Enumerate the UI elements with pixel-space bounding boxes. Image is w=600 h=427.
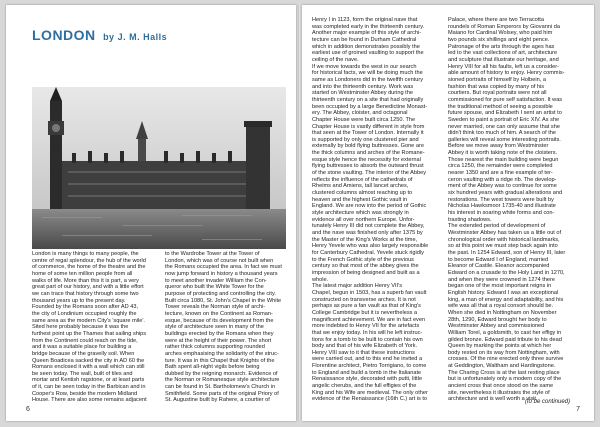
- text-line: and when they were crowned in 1274 there: [448, 276, 555, 283]
- text-line: purpose of protecting and controlling the city.: [165, 290, 276, 297]
- text-line: restorations. The west towers were built by: [448, 196, 554, 203]
- page-number-right: 7: [576, 406, 580, 413]
- text-line: century so that most of the abbey gives the: [312, 263, 419, 270]
- text-line: magnificent achievement. We are in fact even: [312, 316, 426, 323]
- text-line: the thick columns and arches of the Romane-: [312, 150, 425, 157]
- text-line: fashion that was copied by many of his: [448, 83, 545, 90]
- text-line: now jump forward in history a thousand years: [165, 270, 278, 277]
- text-line: to become Edward I of England, married: [448, 256, 549, 263]
- text-line: constructed on transverse arches. It is not: [312, 296, 416, 303]
- text-line: externally by bold flying buttresses. Gone are: [312, 143, 424, 150]
- text-line: College Cambridge but it is nevertheless a: [312, 309, 418, 316]
- text-line: for historical facts, we will be doing much the: [312, 70, 423, 77]
- text-line: rather thick columns supporting rounded: [165, 344, 265, 351]
- text-line: Queen Boadicea sacked the city in AD 60 the: [32, 357, 145, 364]
- text-line: so at this point we must step back again into: [448, 243, 558, 250]
- text-line: ancient cross that once stood on the same: [448, 383, 554, 390]
- text-line: Eleanor of Castile. Eleanor accompanied: [448, 263, 550, 270]
- article-title: [32, 27, 167, 43]
- text-line: Maiano for Cardinal Wolsey, who paid him: [448, 30, 553, 37]
- text-line: which in addition demonstrates possibly the: [312, 43, 420, 50]
- text-line: were carried out, and to this end he invited a: [312, 356, 423, 363]
- photo-houses-of-parliament: [32, 87, 286, 249]
- text-line: of the stone vaulting. The interior of the Abbey: [312, 170, 427, 177]
- text-line: and it was a suitable place for building a: [32, 344, 132, 351]
- text-line: chronological order with historical landmarks,: [448, 236, 560, 243]
- text-line: House. There are also some remains adjacent: [32, 397, 147, 404]
- text-line: arches emphasising the solidarity of the struc-: [165, 350, 279, 357]
- text-line: nearer 1350 and are a fine example of ter-: [448, 170, 553, 177]
- text-line: Romans enclosed it with a wall which can still: [32, 364, 145, 371]
- text-line: clustered columns almost reaching up to: [312, 190, 413, 197]
- text-line: never married, one can only assume that she: [448, 123, 560, 130]
- text-line: be seen today. The wall, built of tiles and: [32, 370, 133, 377]
- text-line: St. Augustine built by Rahere, a courtier of: [165, 397, 270, 404]
- text-line: tions for a tomb to be built to contain his own: [312, 336, 423, 343]
- text-line: thousand years up to the present day.: [32, 297, 126, 304]
- text-line: the Norman or Romanesque style architecture: [165, 377, 280, 384]
- text-line: esque, because of its development from the: [165, 317, 274, 324]
- text-line: to meet another invader William the Con-: [165, 277, 267, 284]
- right-page: [302, 5, 594, 421]
- left-page: [6, 5, 296, 421]
- text-line: his interest in soaring white forms and con-: [448, 210, 555, 217]
- text-line: dubbed by the reigning monarch. Evidence of: [165, 370, 278, 377]
- text-line: ery. The Abbey, cloister, and octagonal: [312, 110, 408, 117]
- text-line: is supported by only one clustered pier and: [312, 136, 419, 143]
- text-line: Palace, where there are two Terracotta: [448, 17, 544, 23]
- text-line: Henry Yevele who was also largely responsible: [312, 243, 429, 250]
- text-line: future spouse, and Elizabeth I sent an artist to: [448, 110, 562, 117]
- text-line: for Canterbury Cathedral. Yevele stuck rigidly: [312, 249, 424, 256]
- title-text: LONDON: [32, 27, 96, 43]
- text-line: The latest major addition Henry VII's: [312, 283, 402, 290]
- text-line: and sculpture that illustrate our heritage, and: [448, 56, 559, 63]
- text-line: ment of the Abbey was to continue for some: [448, 183, 557, 190]
- text-line: body rested on its way from Nottingham, with: [448, 349, 560, 356]
- text-line: and the nave was finished only after 1375 by: [312, 230, 423, 236]
- text-line: commissioned for pure self satisfaction. It was: [448, 96, 563, 103]
- text-line: the traditional method of seeing a possible: [448, 103, 553, 110]
- text-line: at Geddington, Waltham and Hardingstone.: [448, 363, 556, 370]
- text-line: body and that of his wife Elizabeth of York.: [312, 343, 418, 350]
- text-line: Built circa 1080, St. John's Chapel in the White: [165, 297, 282, 304]
- text-line: queror who built the White Tower for the: [165, 284, 264, 291]
- text-line: Henry I in 1123, form the original nave that: [312, 17, 418, 23]
- text-line: Cooper's Row, beside the modern Midland: [32, 390, 138, 397]
- text-line: began one of the most important reigns in: [448, 283, 552, 290]
- text-line: Renaissance style, decorated with putti, little: [312, 376, 423, 383]
- text-line: Those nearest the main building were begun: [448, 156, 559, 163]
- text-line: Westminster Abbey and commissioned: [448, 323, 545, 330]
- text-line: ceron vaulting with a ridge rib. The develop-: [448, 176, 557, 183]
- text-line: Nicholas Hawksmoor 1735-40 and illustrate: [448, 203, 556, 210]
- text-line: King and his Wife are medieval. The only other: [312, 389, 428, 396]
- text-line: walks of life. More than this it is part, a very: [32, 277, 139, 284]
- text-line: site, nevertheless it illustrates the style of: [448, 389, 550, 396]
- text-line: Before we move away from Westminster: [448, 143, 549, 150]
- text-line: tecture, known on the Continent as Roman-: [165, 310, 273, 317]
- text-line: angelic cherubs, and the full effigies of the: [312, 383, 417, 390]
- text-line: the past. In 1254 Edward, son of Henry III, later: [448, 249, 566, 256]
- text-line: the Romans occupied the area. In fact we must: [165, 264, 282, 271]
- text-line: tunately Henry III did not complete the Abbey,: [312, 223, 425, 230]
- column-a: [32, 251, 156, 405]
- column-d: [448, 17, 582, 405]
- text-line: the Master of the King's Works at the time,: [312, 236, 418, 243]
- text-line: circa 1250, the remainder were completed: [448, 163, 553, 170]
- text-line: The extended period of development of: [448, 223, 546, 230]
- text-line: Westminster Abbey has taken us a little out of: [448, 230, 562, 236]
- text-line: can be found in St. Bartholomew's Church in: [165, 384, 276, 391]
- text-line: trasting shadows.: [448, 216, 492, 223]
- text-line: been occupied by a large Benedictine Monast-: [312, 103, 428, 110]
- text-line: furthest point up the Thames that sailing ships: [32, 330, 147, 337]
- text-line: from the Continent could reach on the tide,: [32, 337, 138, 344]
- text-line: The Charing Cross is at the last resting place: [448, 369, 560, 376]
- text-line: mortar and Kentish ragstone, or at least parts: [32, 377, 145, 384]
- text-line: same as Londoners did in the twelfth century: [312, 76, 424, 83]
- text-line: Abbey it is worth taking note of the cloisters.: [448, 150, 558, 157]
- text-line: English history. Edward I was an exceptional: [448, 289, 559, 296]
- text-line: that seen at the Tower of London. Internally it: [312, 130, 424, 137]
- text-line: the city of Londinium occupied roughly the: [32, 310, 137, 317]
- text-line: that we enjoy today. In his will he left instruc-: [312, 329, 423, 336]
- text-line: to England and build a tomb in the Italianate: [312, 369, 422, 376]
- text-line: William Torel, a goldsmith, to cast her effigy in: [448, 329, 562, 336]
- page-gutter: [298, 5, 300, 421]
- text-line: Rheims and Amiens, tall lancet arches,: [312, 183, 409, 190]
- text-line: Bath spent all-night vigils before being: [165, 364, 260, 371]
- text-line: sioned portraits of himself by Holbein, a: [448, 76, 546, 83]
- text-line: same area as the modern City's 'square mile'.: [32, 317, 145, 324]
- text-line: heaven and the highest Gothic vault in: [312, 196, 408, 203]
- text-line: wife was all that a royal consort should be.: [448, 303, 554, 310]
- text-line: was completed early in the thirteenth century.: [312, 23, 425, 30]
- text-line: style architecture which was strongly in: [312, 210, 409, 217]
- text-line: impression of being designed and built as a: [312, 269, 420, 276]
- text-line: ture. It was in this Chapel that Knights of the: [165, 357, 275, 364]
- text-line: evidence of the Renaissance (16th C.) art is to: [312, 396, 428, 403]
- text-line: Tower reveals the Norman style of archi-: [165, 304, 266, 311]
- text-line: London, which was of course not built when: [165, 257, 274, 264]
- text-line: 28th, 1290, Edward brought her body to: [448, 316, 547, 323]
- text-line: started on Westminster Abbey during the: [312, 90, 413, 97]
- text-line: Patronage of the arts through the ages has: [448, 43, 555, 50]
- text-line: centre of regal splendour, the hub of the world: [32, 257, 146, 264]
- text-line: Sited here probably because it was the: [32, 324, 129, 331]
- text-line: perhaps as pure a fan vault as that of King's: [312, 303, 421, 310]
- text-line: home of some ten million people from all: [32, 270, 133, 277]
- text-line: thirteenth century on a site that had originally: [312, 96, 424, 103]
- text-line: flying buttresses to absorb the outward thrust: [312, 163, 424, 170]
- text-line: of commerce, the home of the theatre and the: [32, 264, 146, 271]
- text-line: king, a man of energy and adaptability, and his: [448, 296, 564, 303]
- text-line: more indebted to Henry VII for the artefacts: [312, 323, 420, 330]
- column-c: [312, 17, 440, 405]
- text-line: to the Wardrobe Tower at the Tower of: [165, 251, 260, 257]
- text-line: gilded bronze. Edward paid tribute to his dead: [448, 336, 562, 343]
- text-line: Chapel, begun in 1503, has a superb fan vault: [312, 289, 427, 296]
- text-line: roundels of Roman Emperors by Giovanni da: [448, 23, 560, 30]
- text-line: Florentine architect, Pietro Torrigiano, to come: [312, 363, 427, 370]
- text-line: buildings erected by the Romans when they: [165, 330, 274, 337]
- text-line: Chapter House were built circa 1250. The: [312, 116, 416, 123]
- byline: by J. M. Halls: [103, 32, 168, 42]
- text-line: whole.: [312, 276, 329, 283]
- text-line: but is unfortunately only a modern copy of the: [448, 376, 562, 383]
- page-number-left: 6: [26, 406, 30, 413]
- text-line: Sweden to paint a portrait of Eric XIV. As she: [448, 116, 560, 123]
- text-line: reflects the influence of the cathedrals of: [312, 176, 413, 183]
- text-line: Edward on a crusade to the Holy Land in 1270,: [448, 269, 565, 276]
- text-line: led to the vast collections of art, architecture: [448, 50, 558, 57]
- text-line: Henry VIII for all his faults, left us a consider-: [448, 63, 559, 70]
- text-line: England. We are now into the period of Gothic: [312, 203, 427, 210]
- parliament-skyline-image: [32, 87, 286, 249]
- text-line: Queen by marking the points at which her: [448, 343, 552, 350]
- text-line: didn't think too much of him. A search of the: [448, 130, 557, 137]
- text-line: architecture and is well worth a visit.: [448, 396, 538, 403]
- text-line: Smithfield. Some parts of the original Priory of: [165, 390, 279, 397]
- text-line: ceiling of the nave.: [312, 56, 359, 63]
- text-line: great part of our history, and with a little effort: [32, 284, 144, 291]
- text-line: courtiers. But royal portraits were not all: [448, 90, 547, 97]
- text-line: evidence all over northern Europe. Unfor-: [312, 216, 415, 223]
- text-line: we can trace that history through some two: [32, 290, 139, 297]
- text-line: bridge because of the gravelly soil. When: [32, 350, 135, 357]
- text-line: crosses. Of the nine erected only three survive: [448, 356, 564, 363]
- text-line: Another major example of this style of archi-: [312, 30, 422, 37]
- text-line: galleries will reveal some interesting portraits.: [448, 136, 561, 143]
- text-line: of it, can be seen today in the Barbican and in: [32, 384, 146, 391]
- text-line: Founded by the Romans soon after AD 43,: [32, 304, 139, 311]
- column-b: [165, 251, 291, 405]
- text-line: were at the height of their power. The short: [165, 337, 272, 344]
- text-line: and into the thirteenth century. Work was: [312, 83, 414, 90]
- text-line: to the French Gothic style of the previous: [312, 256, 414, 263]
- text-line: two pounds six shillings and eight pence.: [448, 36, 550, 43]
- text-line: esque style hence the necessity for external: [312, 156, 421, 163]
- text-line: able amount of history to enjoy. Henry commis-: [448, 70, 565, 77]
- text-line: When she died in Nottingham on November: [448, 309, 557, 316]
- text-line: If we move towards the west in our search: [312, 63, 417, 70]
- text-line: Henry VIII saw to it that these instructions: [312, 349, 415, 356]
- text-line: six hundred years with gradual alterations and: [448, 190, 563, 197]
- continued-note: (to be continued): [524, 399, 570, 405]
- text-line: style of architecture seen in many of the: [165, 324, 264, 331]
- text-line: tecture can be found in Durham Cathedral: [312, 36, 417, 43]
- text-line: Chapter House is vastly different in style from: [312, 123, 425, 130]
- text-line: London is many things to many people, the: [32, 251, 139, 257]
- text-line: earliest use of groined vaulting to support the: [312, 50, 424, 57]
